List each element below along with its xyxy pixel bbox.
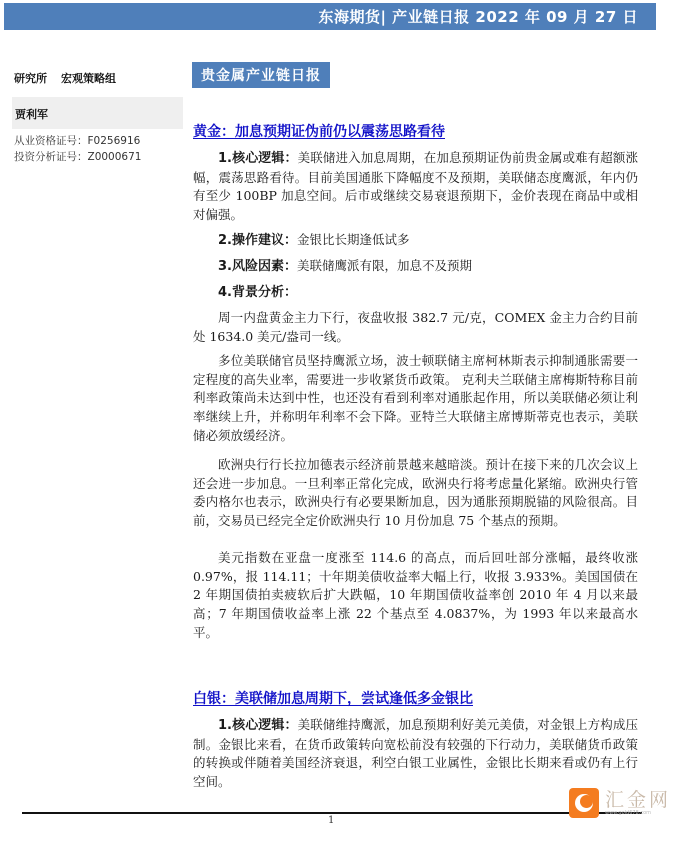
gold-background-paragraph: 多位美联储官员坚持鹰派立场，波士顿联储主席柯林斯表示抑制通胀需要一定程度的高失业率，需要进一步收紧货币政策。 克利夫兰联储主席梅斯特称目前利率政策尚未达到中性，也还没有看到利率对通胀起作用，所以美联储必须让利率继续上升，并称明年利率不会下降。亚特兰大联储主席博斯蒂克也表示，美联储必须放缓经济。	[193, 353, 638, 443]
gold-core-logic-label: 1.核心逻辑：	[218, 151, 298, 166]
gold-background-label: 4.背景分析：	[218, 285, 297, 300]
watermark-brand-name: 汇金网	[605, 788, 672, 811]
gold-trading-advice	[193, 231, 638, 251]
report-header-bar	[4, 3, 656, 30]
section-tag: 贵金属产业链日报	[192, 62, 330, 88]
silver-core-logic	[193, 716, 638, 792]
analysis-cert: 投资分析证号：Z0000671	[14, 151, 142, 163]
qualification-cert: 从业资格证号：F0256916	[14, 135, 141, 147]
gold-core-logic-text: 美联储进入加息周期，在加息预期证伪前贵金属或难有超额涨幅，震荡思路看待。目前美国通胀下降幅度不及预期，美联储态度鹰派，年内仍有至少 100BP 加息空间。后市或继续交易衰退预期下，金价表现在商品中或相对偏强。	[193, 150, 638, 223]
gold-background-paragraph: 欧洲央行行长拉加德表示经济前景越来越暗淡。预计在接下来的几次会议上还会进一步加息。一旦利率正常化完成，欧洲央行将考虑量化紧缩。欧洲央行管委内格尔也表示，欧洲央行有必要果断加息，因为通胀预期脱锚的风险很高。目前，交易员已经完全定价欧洲央行 10 月份加息 75 个基点的预期。	[193, 457, 638, 529]
gold-heading-link[interactable]: 黄金：加息预期证伪前仍以震荡思路看待	[193, 124, 445, 140]
group-name: 宏观策略组	[61, 72, 116, 85]
analyst-box	[12, 97, 183, 129]
gold-background-paragraph: 周一内盘黄金主力下行，夜盘收报 382.7 元/克，COMEX 金主力合约目前处 1634.0 美元/盎司一线。	[193, 310, 638, 344]
gold678-logo-icon	[569, 788, 599, 818]
footer-divider	[22, 812, 642, 814]
watermark-brand	[605, 790, 671, 816]
page-number: 1	[328, 815, 335, 826]
gold-core-logic	[193, 149, 638, 225]
silver-core-logic-text: 美联储维持鹰派，加息预期利好美元美债，对金银上方构成压制。金银比来看，在货币政策转向宽松前没有较强的下行动力，美联储货币政策的转换或伴随着美国经济衰退，利空白银工业属性，金银比长期来看或仍有上行空间。	[193, 717, 638, 790]
gold-risk-factors-label: 3.风险因素：	[218, 259, 297, 274]
silver-heading-link[interactable]: 白银：美联储加息周期下，尝试逢低多金银比	[193, 691, 473, 707]
watermark	[569, 785, 681, 820]
watermark-brand-url: www.gold678.com	[605, 809, 652, 816]
silver-core-logic-label: 1.核心逻辑：	[218, 718, 298, 733]
gold-trading-advice-label: 2.操作建议：	[218, 233, 297, 248]
gold-risk-factors-text: 美联储鹰派有限，加息不及预期	[296, 258, 472, 273]
department-label	[14, 70, 116, 86]
gold-trading-advice-text: 金银比长期逢低试多	[296, 232, 410, 247]
gold-risk-factors	[193, 257, 638, 277]
gold-background-paragraph: 美元指数在亚盘一度涨至 114.6 的高点，而后回吐部分涨幅，最终收涨 0.97%，报 114.11；十年期美债收益率大幅上行，收报 3.933%。美国国债在 2 年期国债拍卖疲软后扩大跌幅，10 年期国债收益率创 2010 年 4 月以来最高；7 年期国债收益率上涨 22 个基点至 4.0837%，为 1993 年以来最高水平。	[193, 550, 638, 640]
gold-background-title	[193, 283, 638, 303]
institute-name: 研究所	[14, 72, 47, 85]
analyst-name: 贾利军	[15, 108, 48, 121]
report-title: 东海期货| 产业链日报 2022 年 09 月 27 日	[318, 8, 638, 26]
